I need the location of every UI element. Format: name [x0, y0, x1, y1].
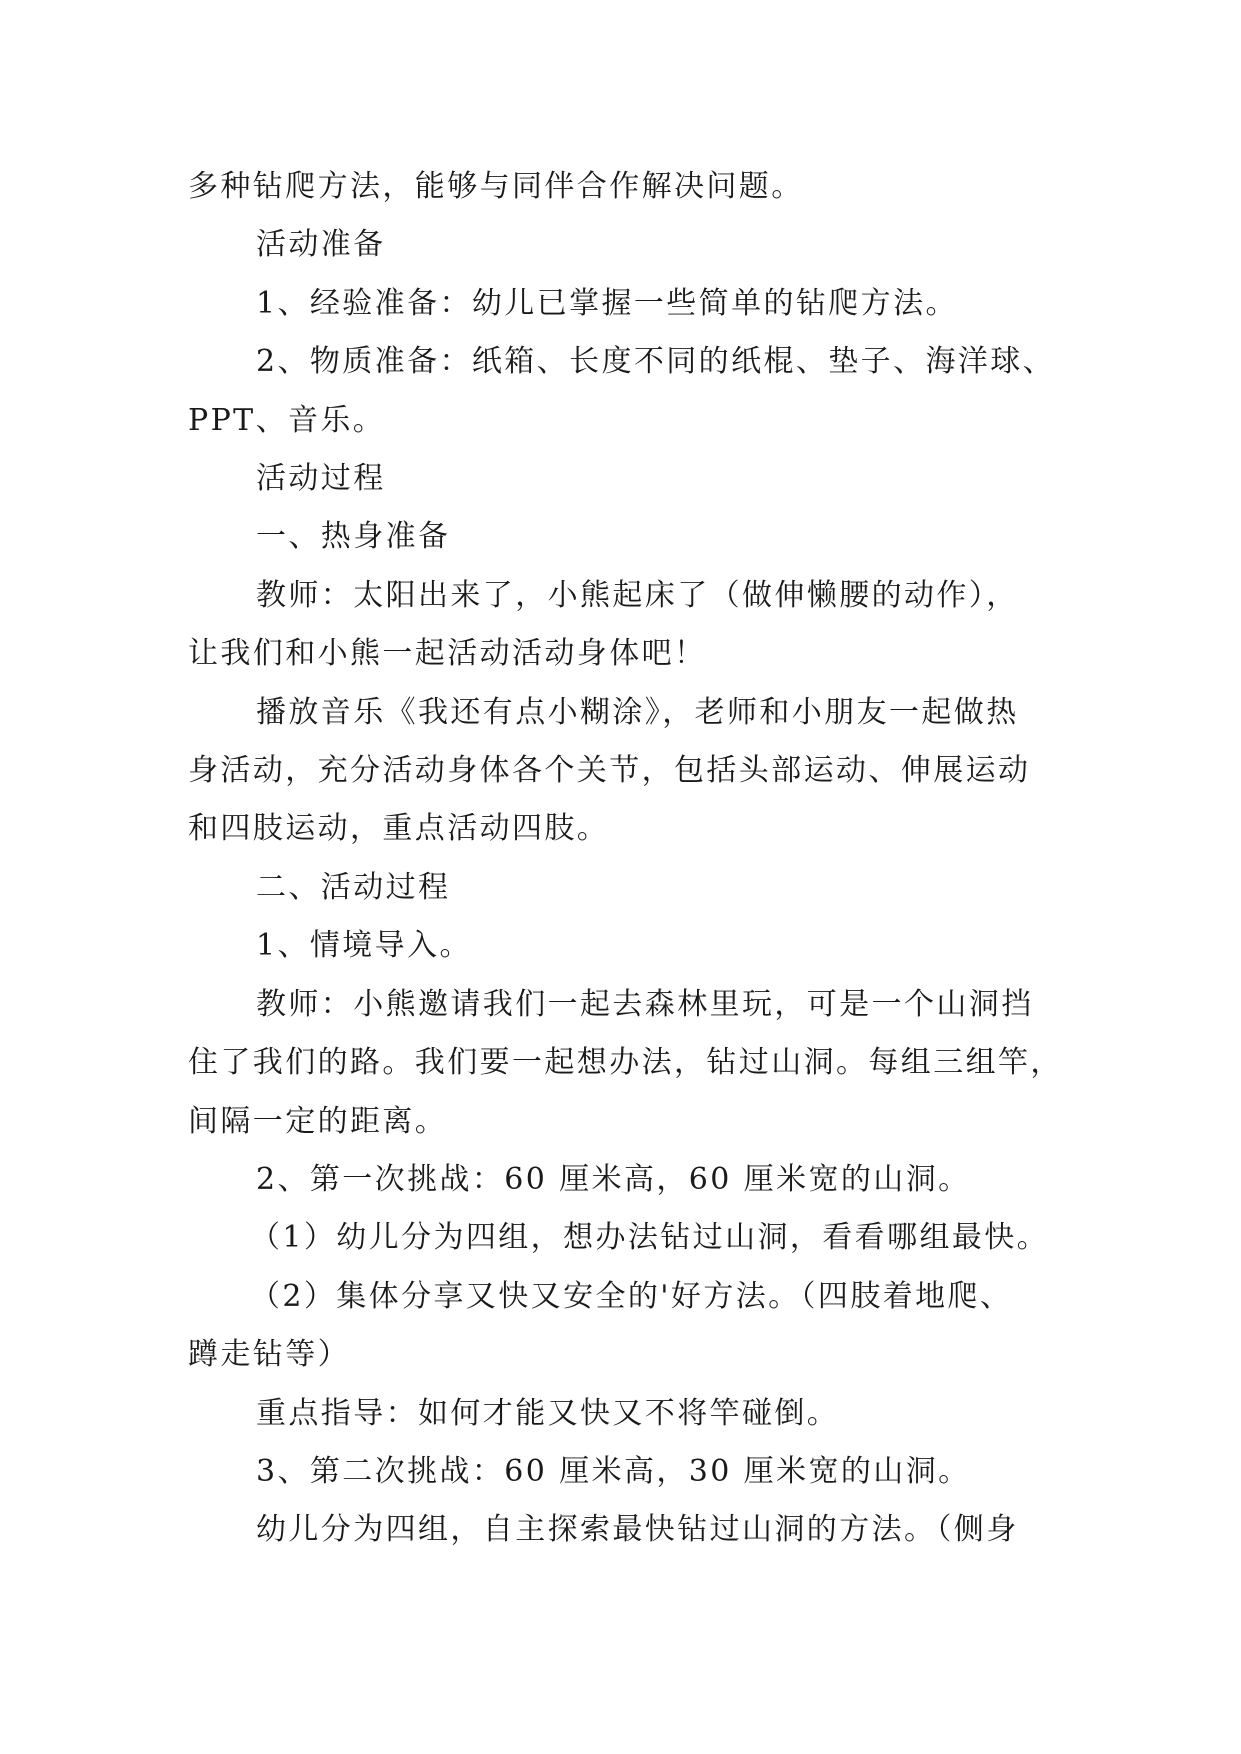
text-line: 住了我们的路。我们要一起想办法，钻过山洞。每组三组竿，	[188, 1045, 1063, 1081]
text-line: 3、第二次挑战：60 厘米高，30 厘米宽的山洞。	[256, 1453, 971, 1489]
text-line: 播放音乐《我还有点小糊涂》，老师和小朋友一起做热	[256, 694, 1019, 730]
text-line: （1）幼儿分为四组，想办法钻过山洞，看看哪组最快。	[250, 1220, 1050, 1256]
text-line: PPT、音乐。	[188, 402, 386, 438]
text-line: 让我们和小熊一起活动活动身体吧！	[188, 636, 707, 672]
text-line: 多种钻爬方法，能够与同伴合作解决问题。	[188, 169, 804, 204]
section-heading: 一、热身准备	[256, 519, 451, 555]
text-line: 蹲走钻等）	[188, 1337, 350, 1373]
text-line: 教师：小熊邀请我们一起去森林里玩，可是一个山洞挡	[256, 986, 1034, 1022]
text-line: 身活动，充分活动身体各个关节，包括头部运动、伸展运动	[188, 753, 1031, 789]
text-line: 幼儿分为四组，自主探索最快钻过山洞的方法。（侧身	[256, 1512, 1019, 1548]
text-line: 和四肢运动，重点活动四肢。	[188, 811, 610, 847]
text-line: 1、经验准备：幼儿已掌握一些简单的钻爬方法。	[256, 285, 958, 321]
text-line: 教师：太阳出来了，小熊起床了（做伸懒腰的动作），	[256, 577, 1019, 613]
text-line: 2、物质准备：纸箱、长度不同的纸棍、垫子、海洋球、	[256, 344, 1056, 380]
text-line: 间隔一定的距离。	[188, 1103, 448, 1139]
text-line: 2、第一次挑战：60 厘米高，60 厘米宽的山洞。	[256, 1161, 971, 1197]
text-line: 重点指导：如何才能又快又不将竿碰倒。	[256, 1395, 840, 1431]
text-line: （2）集体分享又快又安全的'好方法。（四肢着地爬、	[250, 1278, 1013, 1314]
document-body	[188, 158, 1068, 1560]
text-line: 1、情境导入。	[256, 928, 472, 964]
section-heading: 二、活动过程	[256, 869, 451, 905]
section-heading: 活动准备	[256, 227, 386, 263]
section-heading: 活动过程	[256, 461, 386, 497]
